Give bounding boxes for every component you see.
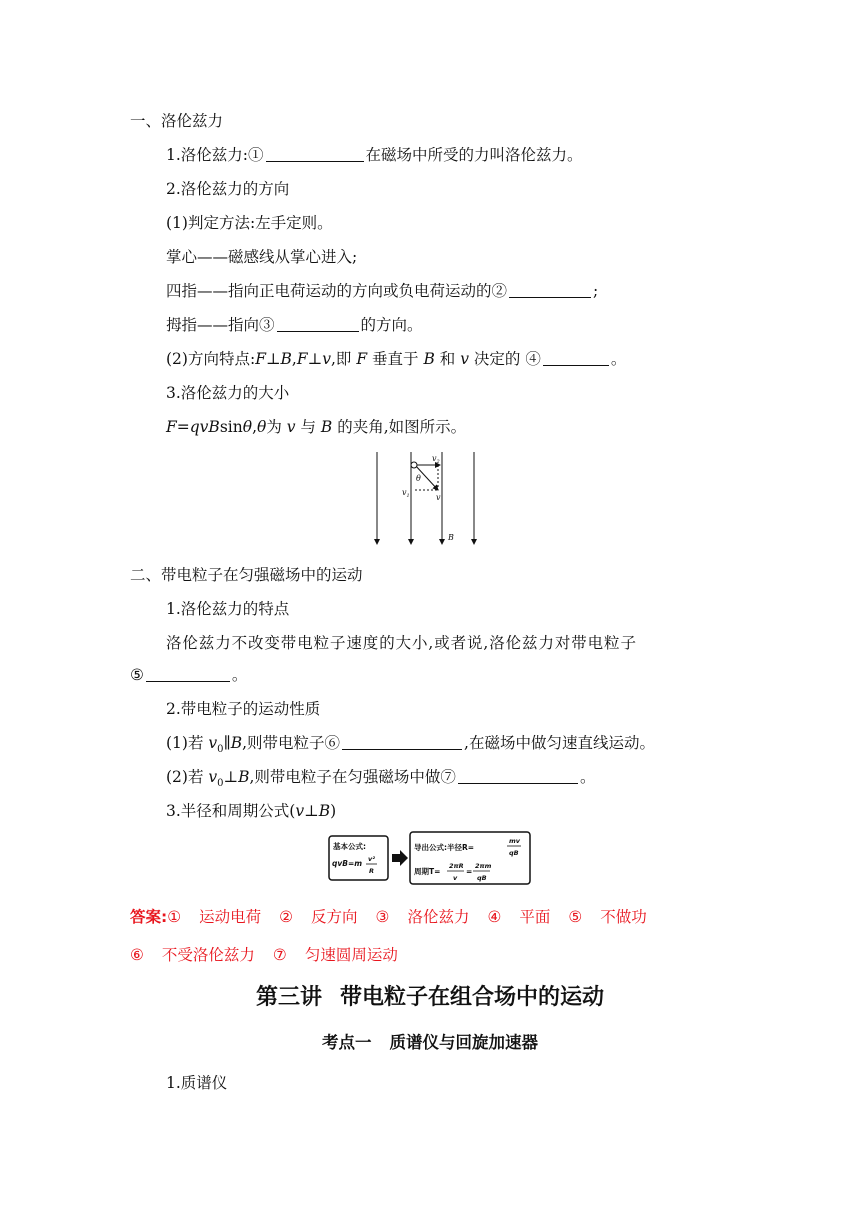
text: 。	[231, 666, 248, 684]
section-1-title: 一、洛伦兹力	[130, 112, 224, 130]
label-v1: $v_1$	[402, 488, 410, 499]
text: 为	[266, 418, 287, 436]
topic-name: 质谱仪与回旋加速器	[389, 1033, 538, 1052]
fill-blank-2[interactable]	[509, 280, 591, 298]
text: 在磁场中所受的力叫洛伦兹力。	[365, 146, 583, 164]
answer-num: ⑦	[272, 946, 287, 964]
label-v: v	[436, 493, 441, 502]
fill-blank-4[interactable]	[543, 348, 609, 366]
text: ,	[252, 418, 257, 436]
text: ;	[593, 282, 599, 300]
text: 3.半径和周期公式(	[166, 802, 296, 820]
paragraph-parallel	[166, 732, 655, 761]
symbol: B	[318, 802, 331, 820]
text: 拇指——指向③	[166, 316, 275, 334]
answer-num: ⑥	[130, 946, 144, 964]
symbol: B	[280, 350, 292, 368]
symbol: v	[208, 734, 218, 752]
fill-blank-1[interactable]	[266, 144, 364, 162]
answer-num: ①	[167, 908, 182, 926]
fill-blank-6[interactable]	[342, 732, 462, 750]
answer-6: 不受洛伦兹力	[161, 946, 255, 964]
symbol: v	[286, 418, 296, 436]
symbol: θ	[242, 418, 253, 436]
velocity-field-diagram	[370, 450, 480, 550]
label-v2: $v_2$	[432, 454, 440, 465]
period-label: 周期T=	[414, 867, 441, 876]
symbol: θ	[257, 418, 267, 436]
answers-line-2	[130, 944, 398, 966]
section-2-title: 二、带电粒子在匀强磁场中的运动	[130, 566, 363, 584]
paragraph-method: (1)判定方法:左手定则。	[166, 214, 333, 232]
text: ⊥	[307, 350, 323, 368]
symbol: F	[255, 350, 266, 368]
paragraph-lorentz-def	[166, 144, 583, 166]
answer-1: 运动电荷	[199, 908, 262, 926]
text: 的方向。	[360, 316, 423, 334]
answer-num: ⑤	[568, 908, 583, 926]
paragraph-motion-heading: 2.带电粒子的运动性质	[166, 700, 321, 718]
symbol: v	[460, 350, 469, 368]
text: ,	[291, 350, 297, 368]
text: (2)方向特点:	[166, 350, 256, 368]
text: ⊥	[304, 802, 319, 820]
text: 。	[610, 350, 627, 368]
paragraph-thumb	[166, 314, 423, 336]
symbol: v	[295, 802, 305, 820]
text: 1.洛伦兹力:①	[166, 146, 264, 164]
text: )	[330, 802, 337, 820]
paragraph-four-fingers	[166, 280, 598, 302]
charge-icon	[411, 462, 417, 468]
paragraph-feature-blank	[130, 664, 247, 686]
paragraph-mass-spectrometer: 1.质谱仪	[166, 1074, 228, 1092]
basic-num: v²	[368, 855, 376, 863]
symbol: v	[322, 350, 331, 368]
topic-number: 考点一	[322, 1033, 372, 1052]
period-num-2: 2πm	[475, 862, 492, 870]
paragraph-magnitude-heading: 3.洛伦兹力的大小	[166, 384, 290, 402]
text: (1)若	[166, 734, 209, 752]
paragraph-feature-text: 洛伦兹力不改变带电粒子速度的大小,或者说,洛伦兹力对带电粒子	[166, 634, 637, 652]
answer-5: 不做功	[600, 908, 647, 926]
period-den-2: qB	[477, 874, 487, 882]
text: ,则带电粒子在匀强磁场中做⑦	[249, 768, 456, 786]
text: ⊥	[223, 768, 239, 786]
formula-diagram	[328, 830, 532, 886]
answer-4: 平面	[519, 908, 551, 926]
paragraph-feature-heading: 1.洛伦兹力的特点	[166, 600, 290, 618]
answers-line-1	[130, 906, 647, 928]
answer-3: 洛伦兹力	[407, 908, 470, 926]
text: ,即	[330, 350, 357, 368]
lecture-title	[0, 980, 860, 1011]
answer-num: ③	[375, 908, 390, 926]
text: 和	[434, 350, 461, 368]
lecture-number: 第三讲	[255, 985, 322, 1010]
symbol: F	[356, 350, 368, 368]
text: ⊥	[265, 350, 281, 368]
paragraph-formula-heading	[166, 800, 336, 822]
period-eq: =	[466, 867, 473, 876]
answer-num: ②	[279, 908, 294, 926]
paragraph-direction-heading: 2.洛伦兹力的方向	[166, 180, 290, 198]
fill-blank-3[interactable]	[277, 314, 359, 332]
period-num-1: 2πR	[449, 862, 464, 870]
answers-label: 答案:	[130, 908, 168, 926]
label-theta: θ	[416, 474, 421, 483]
paragraph-direction-feature	[166, 348, 626, 370]
fill-blank-5[interactable]	[146, 664, 230, 682]
text: ∥	[223, 734, 231, 752]
text: 决定的 ④	[468, 350, 541, 368]
text: 四指——指向正电荷运动的方向或负电荷运动的②	[166, 282, 508, 300]
symbol: B	[320, 418, 333, 436]
period-den-1: v	[453, 874, 458, 882]
basic-title: 基本公式:	[333, 842, 366, 851]
text: (2)若	[166, 768, 209, 786]
text: 与	[295, 418, 321, 436]
answer-7: 匀速圆周运动	[304, 946, 398, 964]
text: 。	[579, 768, 596, 786]
radius-num: mv	[509, 837, 521, 845]
label-B: B	[448, 533, 454, 542]
fill-blank-7[interactable]	[458, 766, 578, 784]
text: ,则带电粒子⑥	[242, 734, 341, 752]
paragraph-perpendicular	[166, 766, 595, 795]
text: 的夹角,如图所示。	[332, 418, 467, 436]
formula: F=qvB	[166, 418, 220, 436]
paragraph-palm: 掌心——磁感线从掌心进入;	[166, 248, 358, 266]
basic-formula: qvB=m	[332, 859, 363, 868]
text: sin	[219, 418, 243, 436]
lecture-name: 带电粒子在组合场中的运动	[340, 985, 605, 1010]
symbol: v	[208, 768, 218, 786]
symbol: B	[238, 768, 250, 786]
subscript: 0	[217, 778, 224, 790]
text: ,在磁场中做匀速直线运动。	[464, 734, 655, 752]
answer-num: ④	[487, 908, 502, 926]
subscript: 0	[217, 744, 224, 756]
basic-den: R	[369, 867, 375, 875]
arrow-right-icon	[392, 850, 408, 866]
text: ⑤	[130, 666, 144, 684]
answer-2: 反方向	[311, 908, 358, 926]
symbol: F	[296, 350, 308, 368]
symbol: B	[423, 350, 435, 368]
radius-label: 导出公式:半径R=	[414, 843, 475, 852]
radius-den: qB	[509, 849, 519, 857]
topic-title	[0, 1029, 860, 1053]
paragraph-magnitude-formula	[166, 416, 466, 438]
symbol: B	[230, 734, 243, 752]
text: 垂直于	[367, 350, 424, 368]
